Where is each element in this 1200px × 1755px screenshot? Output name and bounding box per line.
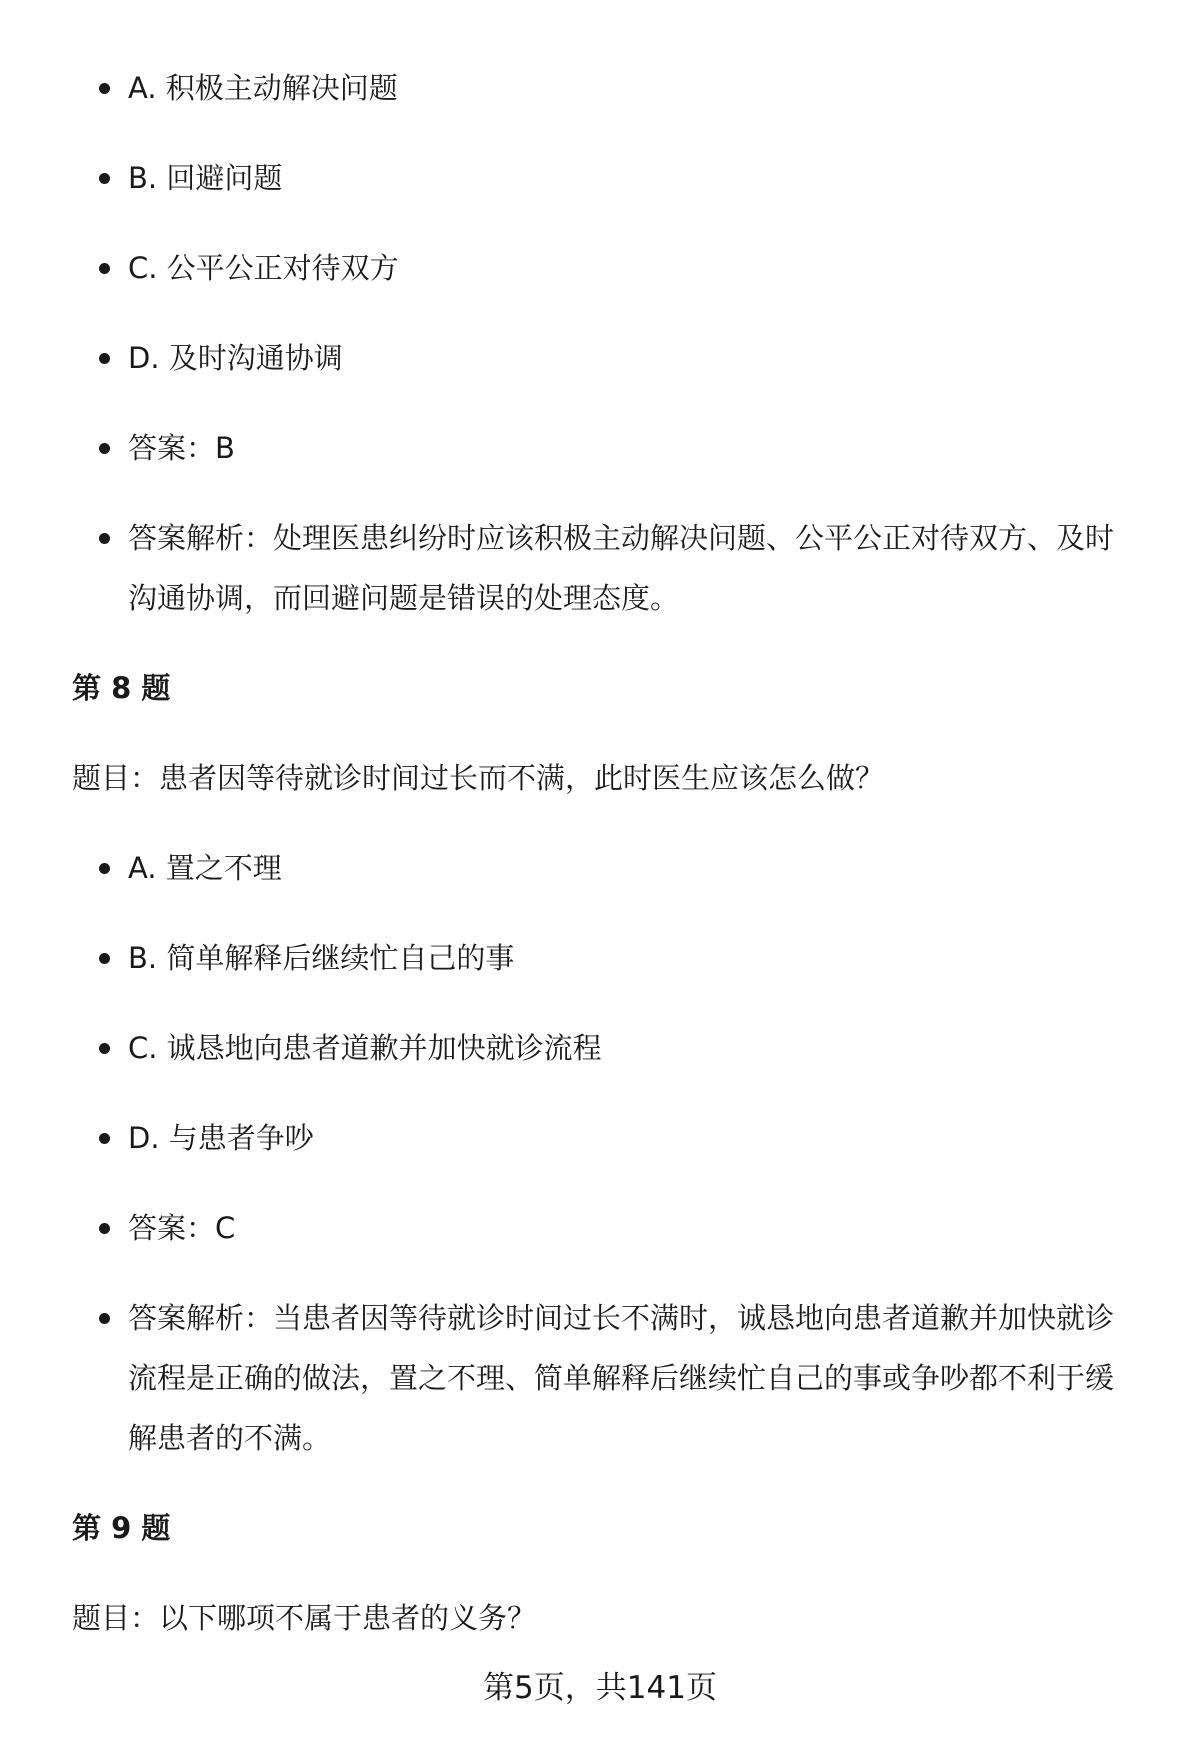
q7-option-c: C. 公平公正对待双方 <box>72 238 1142 298</box>
page-content <box>72 58 1142 1678</box>
q8-question: 题目：患者因等待就诊时间过长而不满，此时医生应该怎么做？ <box>72 761 885 795</box>
q8-options-list <box>72 838 1142 1468</box>
q9-question: 题目：以下哪项不属于患者的义务？ <box>72 1601 537 1635</box>
q8-option-d: D. 与患者争吵 <box>72 1108 1142 1168</box>
q7-option-a: A. 积极主动解决问题 <box>72 58 1142 118</box>
q7-answer: 答案：B <box>72 418 1142 478</box>
q8-explanation: 答案解析：当患者因等待就诊时间过长不满时，诚恳地向患者道歉并加快就诊流程是正确的做法，置之不理、简单解释后继续忙自己的事或争吵都不利于缓解患者的不满。 <box>72 1288 1142 1468</box>
q8-answer: 答案：C <box>72 1198 1142 1258</box>
q8-option-c: C. 诚恳地向患者道歉并加快就诊流程 <box>72 1018 1142 1078</box>
q7-option-d: D. 及时沟通协调 <box>72 328 1142 388</box>
q8-option-b: B. 简单解释后继续忙自己的事 <box>72 928 1142 988</box>
q7-explanation: 答案解析：处理医患纠纷时应该积极主动解决问题、公平公正对待双方、及时沟通协调，而回避问题是错误的处理态度。 <box>72 508 1142 628</box>
q8-heading: 第 8 题 <box>72 671 171 705</box>
q8-option-a: A. 置之不理 <box>72 838 1142 898</box>
q9-heading: 第 9 题 <box>72 1511 171 1545</box>
page-number-footer: 第5页，共141页 <box>483 1670 717 1706</box>
q7-option-b: B. 回避问题 <box>72 148 1142 208</box>
q7-options-list <box>72 58 1142 628</box>
